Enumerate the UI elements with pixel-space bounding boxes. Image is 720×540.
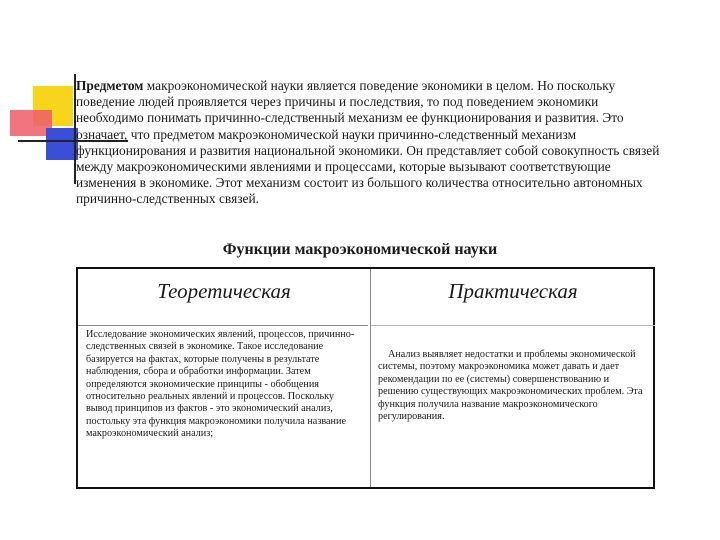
theoretical-text: Исследование экономических явлений, процессов, причинно-следственных связей в экономике. Такое исследование базируется на фактах, которые получены в результате наблюдения, сбора и обработки информации. Затем определяются экономические принципы - обобщения относительно реальных явлений и процессов. Поскольку вывод принципов из фактов - это экономический анализ, постольку эта функция макроэкономики получила название макроэкономический анализ;	[86, 329, 355, 440]
intro-term: Предметом	[76, 78, 144, 93]
intro-paragraph	[76, 78, 666, 208]
theoretical-heading: Теоретическая	[157, 279, 291, 303]
intro-text: макроэкономической науки является поведение экономики в целом. Но поскольку поведение людей проявляется через причины и последствия, то под поведением экономики необходимо понимать причинно-следственный механизм ее функционирования и развития. Это означает, что предметом макроэкономической науки причинно-следственный механизм функционирования и развития национальной экономики. Он представляет собой совокупность связей между макроэкономическими явлениями и процессами, которые вызывают соответствующие изменения в экономике. Этот механизм состоит из большого количества относительно автономных причинно-следственных связей.	[76, 78, 660, 207]
practical-heading: Практическая	[448, 279, 578, 303]
section-title: Функции макроэкономической науки	[222, 241, 498, 258]
row-divider-left	[78, 325, 368, 326]
practical-text: Анализ выявляет недостатки и проблемы экономической системы, поэтому макроэкономика может давать и дает рекомендации по ее (системы) совершенствованию и решению существующих макроэкономических проблем. Эта функция получила название макроэкономического регулирования.	[378, 349, 643, 423]
row-divider-right	[371, 325, 655, 326]
functions-table	[76, 267, 655, 489]
